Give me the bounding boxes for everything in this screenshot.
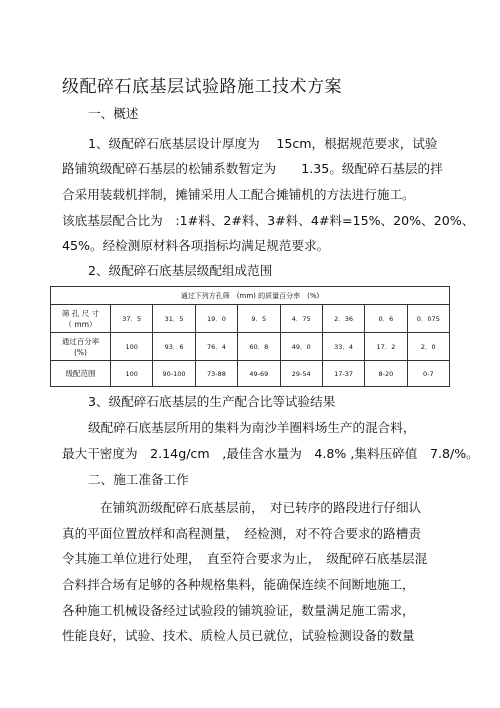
table-cell: 0-7 [407,361,449,387]
paragraph-line: 性能良好，试验、技术、质检人员已就位，试验检测设备的数量 [62,628,415,643]
table-cell: 8-20 [365,361,407,387]
subsection-heading-gradation: 2、级配碎石底基层级配组成范围 [88,263,273,278]
paragraph-line: 真的平面位置放样和高程测量， 经检测，对不符合要求的路槽责 [62,526,421,541]
table-cell: 29-54 [280,361,322,387]
section-heading-preparation: 二、施工准备工作 [88,472,189,487]
table-cell: 9．5 [238,305,280,333]
table-cell: 100 [111,333,153,361]
table-header: 通过下列方孔筛 (mm) 的质量百分率 (%) [51,287,450,305]
table-cell: 33．4 [322,333,364,361]
table-cell: 31．5 [153,305,195,333]
table-cell: 90-100 [153,361,195,387]
paragraph-line: 45%。经检测原材料各项指标均满足规范要求。 [62,238,330,253]
subsection-heading-test-results: 3、级配碎石底基层的生产配合比等试验结果 [88,394,336,409]
table-cell: 100 [111,361,153,387]
table-cell: 2．0 [407,333,449,361]
paragraph-line: 合料拌合场有足够的各种规格集料，能确保连续不间断地施工， [62,577,415,592]
table-cell: 37．5 [111,305,153,333]
table-cell: 49．0 [280,333,322,361]
paragraph-line: 令其施工单位进行处理， 直至符合要求为止， 级配碎石底基层混 [62,551,428,566]
table-cell: 4．75 [280,305,322,333]
section-heading-overview: 一、概述 [88,106,139,121]
table-cell: 73-88 [195,361,237,387]
table-cell: 0．6 [365,305,407,333]
gradation-table [50,286,450,387]
table-cell: 60．8 [238,333,280,361]
paragraph-line: 在铺筑沥级配碎石底基层前， 对已转序的路段进行仔细认 [100,500,422,515]
table-cell: 93．6 [153,333,195,361]
row-label-gradation-range: 级配范围 [51,361,111,387]
table-cell: 49-69 [238,361,280,387]
paragraph-line: 该底基层配合比为 :1#料、2#料、3#料、4#料=15%、20%、20%、 [62,213,475,228]
paragraph-line: 各种施工机械设备经过试验段的铺筑验证，数量满足施工需求， [62,603,415,618]
paragraph-line: 1、级配碎石底基层设计厚度为 15cm，根据规范要求，试验 [88,136,438,151]
table-cell: 0．075 [407,305,449,333]
table-cell: 2．36 [322,305,364,333]
paragraph-line: 合采用装载机拌制，摊铺采用人工配合摊铺机的方法进行施工。 [62,187,415,202]
table-cell: 76．4 [195,333,237,361]
paragraph-line: 路铺筑级配碎石基层的松铺系数暂定为 1.35。级配碎石基层的拌 [62,161,443,176]
paragraph-line: 最大干密度为 2.14g/cm ,最佳含水量为 4.8% ,集料压碎值 7.8/%。 [62,446,479,461]
paragraph-line: 级配碎石底基层所用的集料为南沙羊圈料场生产的混合料， [88,420,416,435]
row-label-sieve-size: 筛 孔 尺 寸 （ mm） [51,305,111,333]
document-title: 级配碎石底基层试验路施工技术方案 [62,77,342,97]
table-cell: 17-37 [322,361,364,387]
table-cell: 17．2 [365,333,407,361]
table-cell: 19．0 [195,305,237,333]
row-label-passing-percent: 通过百分率 (%) [51,333,111,361]
